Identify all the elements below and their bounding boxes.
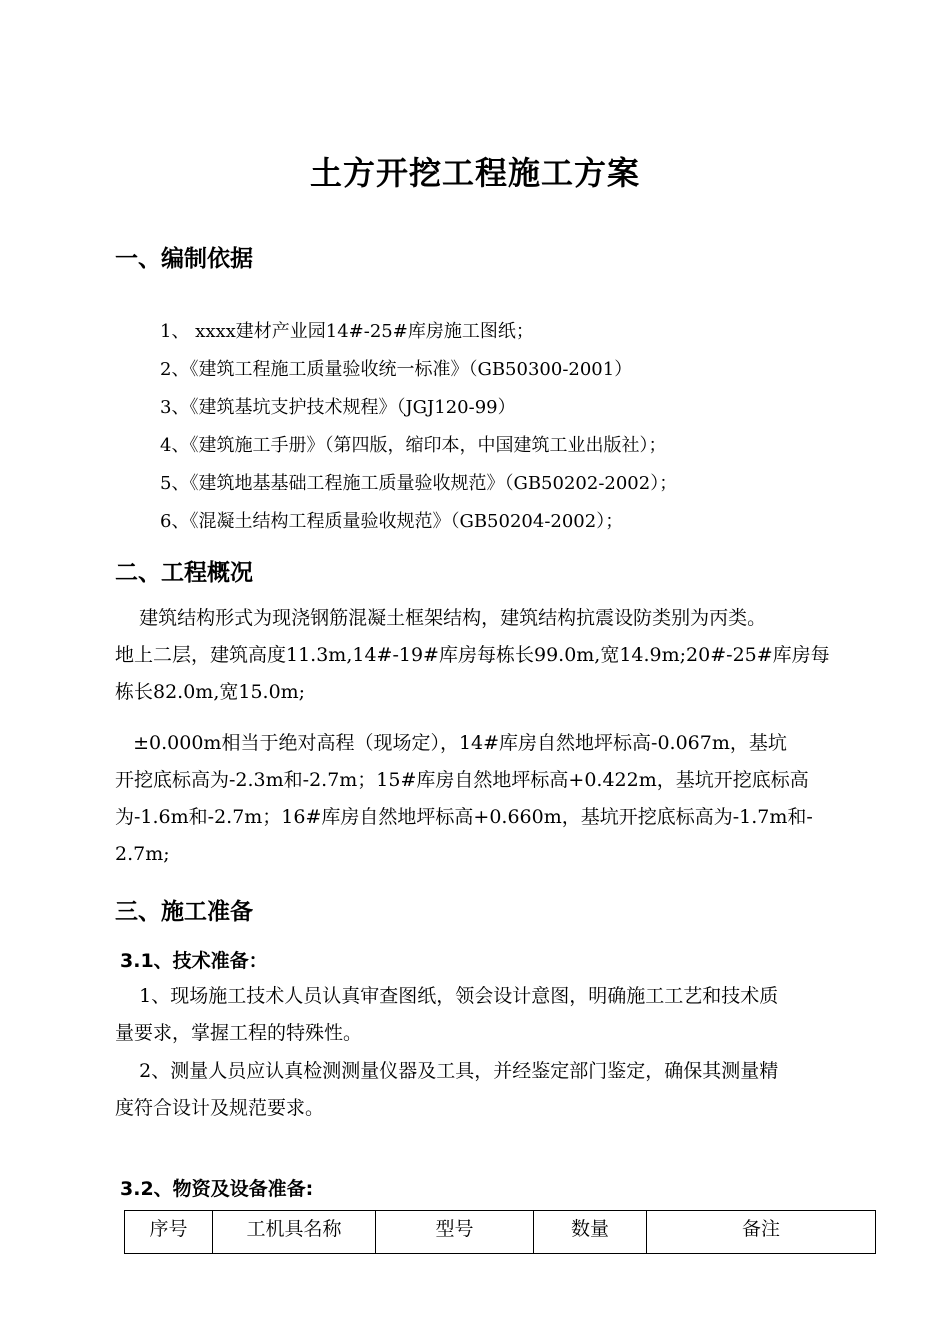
column-header-tool-name: 工机具名称	[213, 1211, 376, 1254]
section-heading-preparation: 三、施工准备	[115, 899, 253, 925]
column-header-remarks: 备注	[647, 1211, 876, 1254]
reference-item: 6、《混凝土结构工程质量验收规范》（GB50204-2002）；	[160, 511, 624, 532]
column-header-quantity: 数量	[534, 1211, 647, 1254]
reference-item: 2、《建筑工程施工质量验收统一标准》（GB50300-2001）	[160, 359, 633, 380]
overview-paragraph-elevation	[115, 725, 885, 873]
text-line: 量要求，掌握工程的特殊性。	[115, 1022, 363, 1044]
text-line: 开挖底标高为-2.3m和-2.7m；15#库房自然地坪标高+0.422m，基坑开挖底标高	[115, 769, 809, 791]
reference-item: 1、 xxxx建材产业园14#-25#库房施工图纸；	[160, 321, 534, 342]
text-line: 建筑结构形式为现浇钢筋混凝土框架结构，建筑结构抗震设防类别为丙类。	[115, 607, 767, 629]
text-line: 2.7m;	[115, 843, 170, 865]
column-header-model: 型号	[376, 1211, 534, 1254]
reference-item: 5、《建筑地基基础工程施工质量验收规范》（GB50202-2002）；	[160, 473, 678, 494]
technical-paragraph-survey	[115, 1053, 885, 1127]
equipment-table	[124, 1210, 876, 1254]
table-header-row	[125, 1211, 876, 1254]
text-line: 度符合设计及规范要求。	[115, 1097, 325, 1119]
document-title: 土方开挖工程施工方案	[309, 154, 640, 192]
section-heading-overview: 二、工程概况	[115, 560, 253, 586]
text-line: 1、现场施工技术人员认真审查图纸，领会设计意图，明确施工工艺和技术质	[115, 985, 779, 1007]
text-line: 地上二层，建筑高度11.3m,14#-19#库房每栋长99.0m,宽14.9m;20#-25#库房每	[115, 644, 830, 666]
subsection-heading-technical: 3.1、技术准备：	[120, 950, 268, 972]
text-line: ±0.000m相当于绝对高程（现场定），14#库房自然地坪标高-0.067m，基坑	[115, 732, 787, 754]
text-line: 栋长82.0m,宽15.0m;	[115, 681, 306, 703]
reference-item: 3、《建筑基坑支护技术规程》（JGJ120-99）	[160, 397, 516, 418]
text-line: 为-1.6m和-2.7m；16#库房自然地坪标高+0.660m，基坑开挖底标高为-1.7m和-	[115, 806, 813, 828]
section-heading-basis: 一、编制依据	[115, 246, 253, 272]
overview-paragraph-structure	[115, 600, 885, 711]
technical-paragraph-drawings	[115, 978, 885, 1052]
reference-item: 4、《建筑施工手册》（第四版，缩印本，中国建筑工业出版社）；	[160, 435, 667, 456]
subsection-heading-materials: 3.2、物资及设备准备:	[120, 1178, 314, 1200]
column-header-index: 序号	[125, 1211, 213, 1254]
text-line: 2、测量人员应认真检测测量仪器及工具，并经鉴定部门鉴定，确保其测量精	[115, 1060, 779, 1082]
